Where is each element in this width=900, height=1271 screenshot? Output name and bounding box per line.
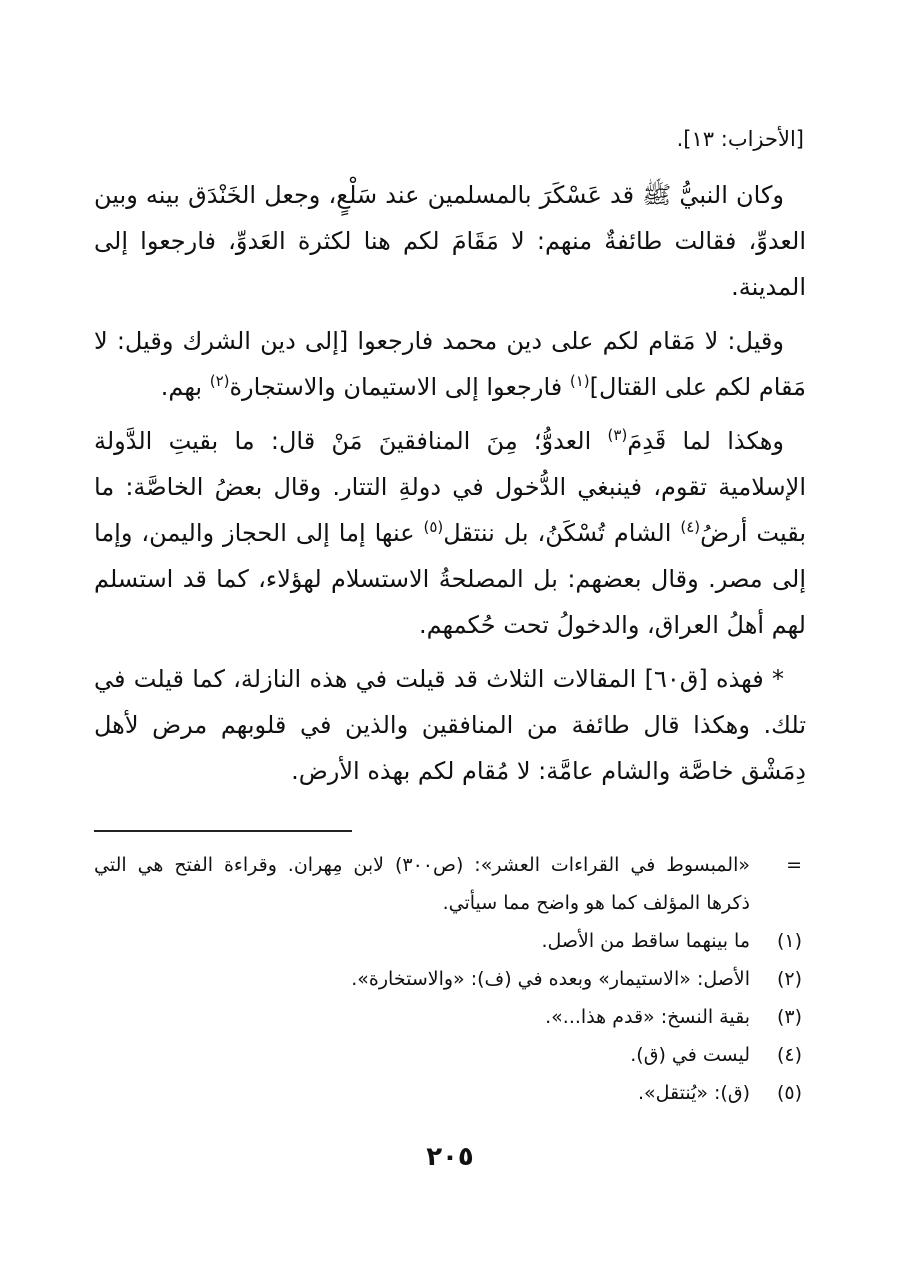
paragraph-3-text-a: وهكذا لما قَدِمَ: [627, 427, 785, 455]
quran-reference: [الأحزاب: ١٣].: [676, 127, 804, 151]
paragraph-4: [94, 656, 806, 794]
paragraph-3: [94, 418, 806, 648]
paragraph-2-text-c: بهم.: [160, 373, 210, 401]
paragraph-1: [94, 172, 806, 310]
paragraph-3-text-d: عنها إما إلى الحجاز واليمن، وإما إلى مصر. وقال بعضهم: بل المصلحةُ الاستسلام لهؤلاء، كما قد استسلم لهم أهلُ العراق، والدخولُ تحت حُكمهم.: [94, 519, 806, 639]
footnote-text: الأصل: «الاستيمار» وبعده في (ف): «والاستخارة».: [351, 968, 750, 990]
footnote-item: [94, 998, 806, 1036]
footnote-number: (٤): [776, 1044, 802, 1066]
footnote-marker-1: (١): [569, 372, 590, 390]
footnote-number: (٢): [776, 968, 802, 990]
footnote-text: (ق): «يُنتقل».: [637, 1082, 750, 1104]
footnote-item: [94, 960, 806, 998]
footnote-separator: [94, 830, 352, 832]
footnote-text: ليست في (ق).: [630, 1044, 750, 1066]
paragraph-3-text-c: الشام تُسْكَنُ، بل ننتقل: [443, 519, 681, 547]
footnote-text: بقية النسخ: «قدم هذا...».: [545, 1006, 750, 1028]
footnote-item: [94, 1074, 806, 1112]
paragraph-3-text-b: العدوُّ؛ مِنَ المنافقينَ مَنْ قال: ما بقيتِ الدَّولة الإسلامية تقوم، فينبغي الدُّخول في دولةِ التتار. وقال بعضُ الخاصَّة: ما بقيت أرضُ: [94, 427, 807, 547]
footnote-number: =: [786, 854, 802, 876]
paragraph-4-text: * فهذه [ق٦٠] المقالات الثلاث قد قيلت في هذه النازلة، كما قيلت في تلك. وهكذا قال طائفة من المنافقين والذين في قلوبهم مرض لأهل دِمَشْق خاصَّة والشام عامَّة: لا مُقام لكم بهذه الأرض.: [94, 665, 806, 785]
paragraph-2: [94, 318, 806, 410]
footnote-marker-5: (٥): [423, 518, 444, 536]
footnote-text: «المبسوط في القراءات العشر»: (ص٣٠٠) لابن مِهران. وقراءة الفتح هي التي ذكرها المؤلف كما هو واضح مما سيأتي.: [94, 854, 750, 914]
page-number: ٢٠٥: [426, 1142, 474, 1172]
footnotes: [94, 846, 806, 1112]
paragraph-2-text-b: فارجعوا إلى الاستيمان والاستجارة: [229, 373, 570, 401]
paragraph-1-text: وكان النبيُّ ﷺ قد عَسْكَرَ بالمسلمين عند سَلْعٍ، وجعل الخَنْدَق بينه وبين العدوِّ، فقالت طائفةٌ منهم: لا مَقَامَ لكم هنا لكثرة العَدوِّ، فارجعوا إلى المدينة.: [94, 181, 806, 301]
footnote-item: [94, 1036, 806, 1074]
footnote-number: (١): [776, 930, 802, 952]
footnote-item: [94, 846, 806, 922]
footnote-marker-2: (٢): [209, 372, 230, 390]
footnote-text: ما بينهما ساقط من الأصل.: [541, 930, 750, 952]
footnote-item: [94, 922, 806, 960]
footnote-marker-3: (٣): [607, 426, 628, 444]
footnote-marker-4: (٤): [680, 518, 701, 536]
footnote-number: (٥): [776, 1082, 802, 1104]
paragraph-2-text-a: وقيل: لا مَقام لكم على دين محمد فارجعوا [إلى دين الشرك وقيل: لا مَقام لكم على القتال]: [94, 327, 806, 401]
footnote-number: (٣): [776, 1006, 802, 1028]
